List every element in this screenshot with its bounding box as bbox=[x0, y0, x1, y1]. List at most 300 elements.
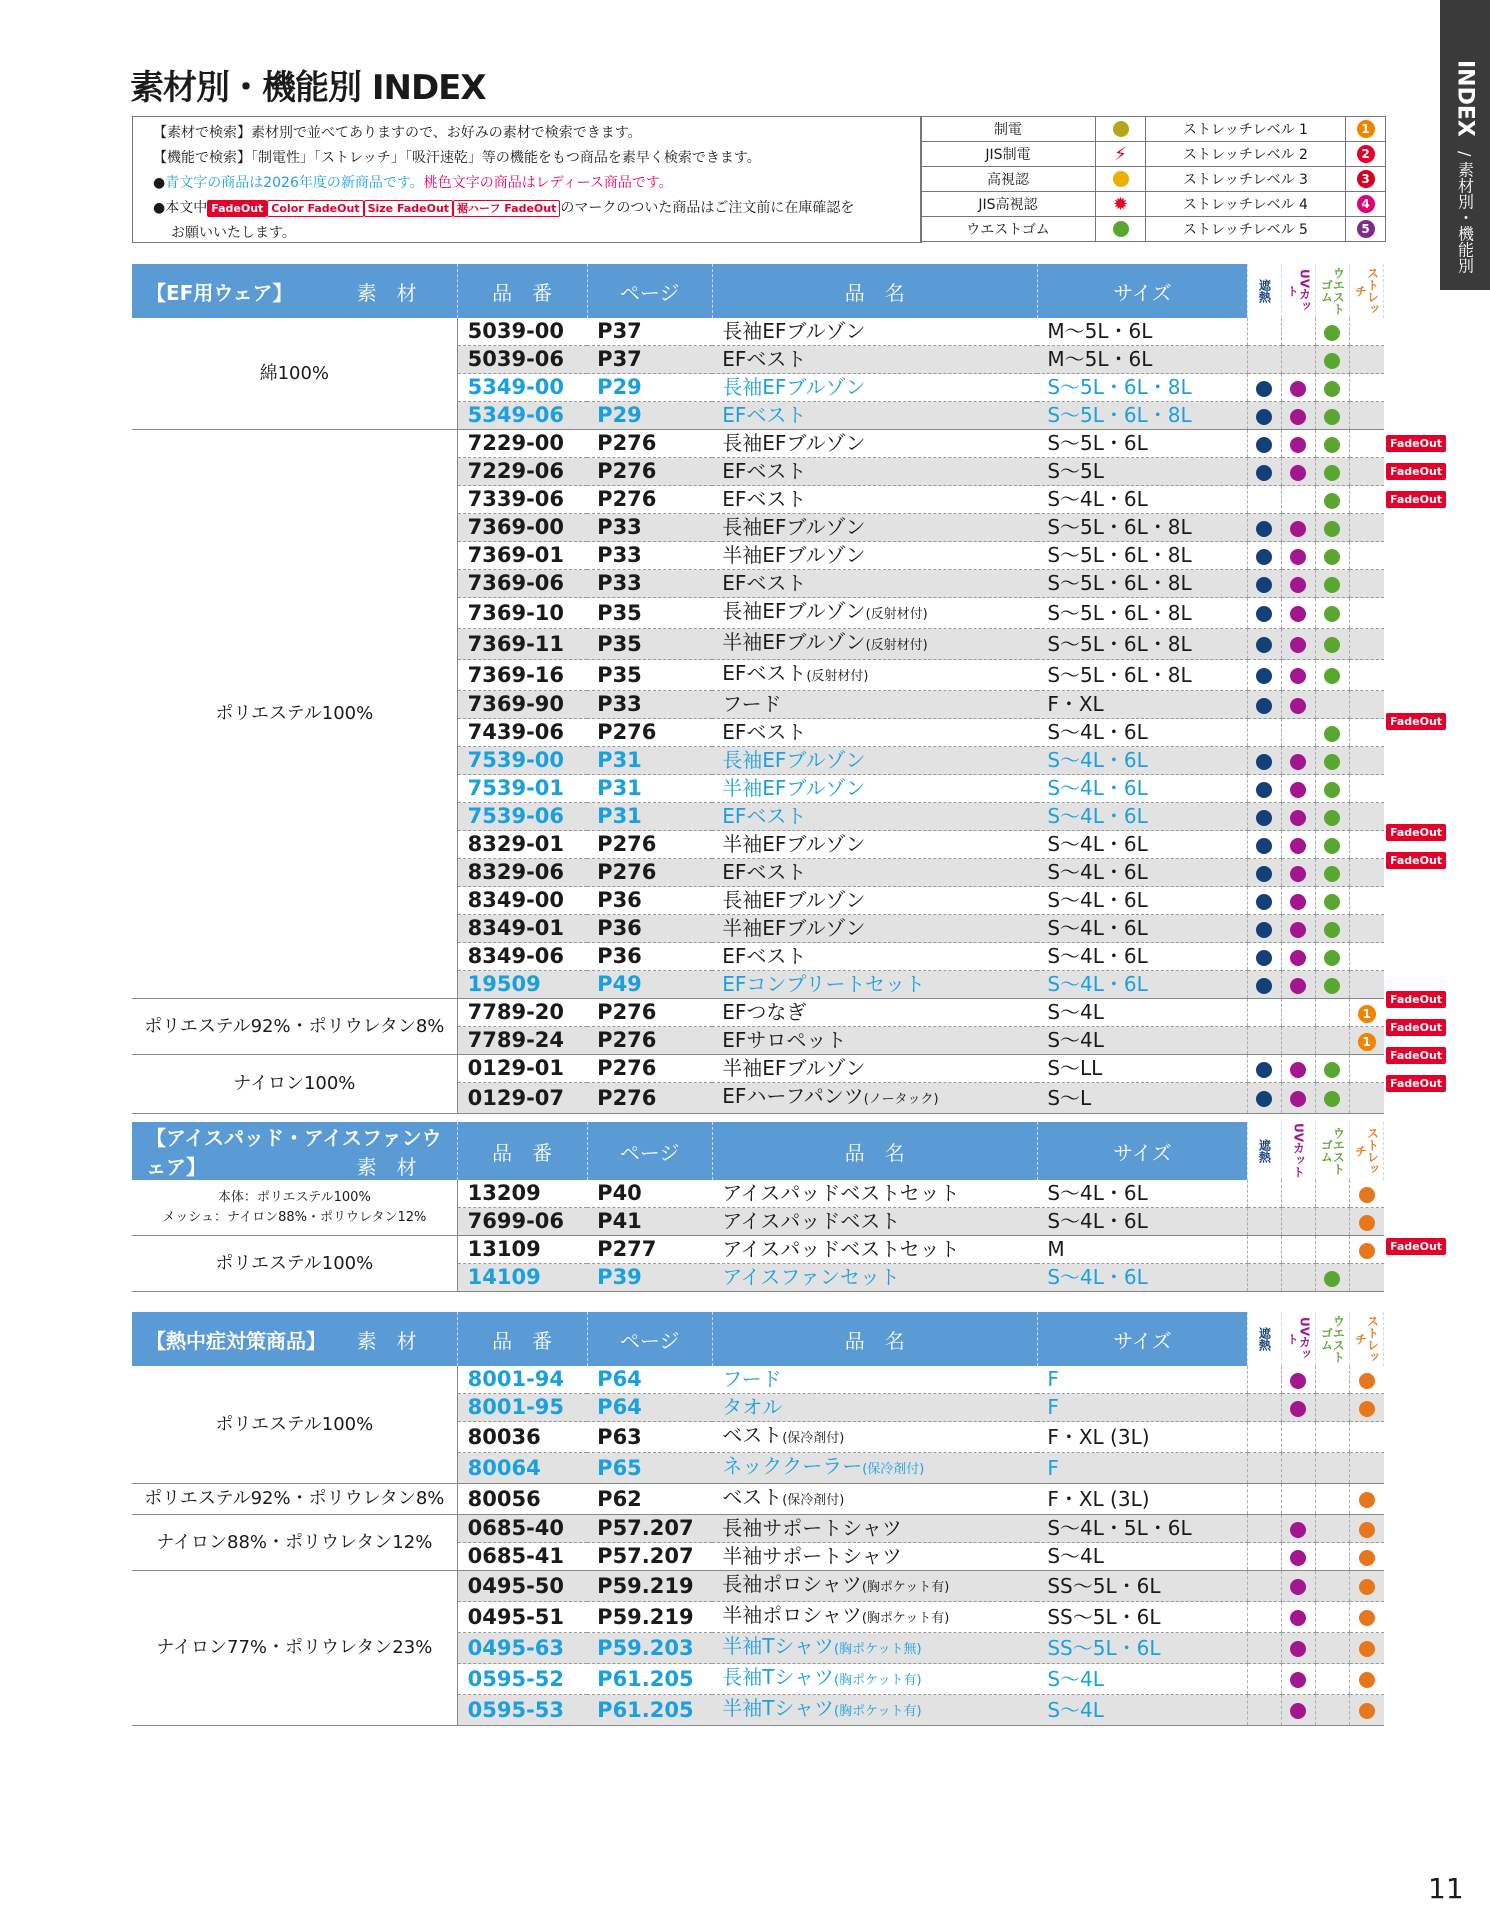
material-cell: ポリエステル92%・ポリウレタン8% bbox=[132, 999, 457, 1055]
product-name: アイスファンセット bbox=[712, 1264, 1037, 1292]
heat-shield-dot-icon bbox=[1256, 577, 1272, 593]
size-range: S〜4L・6L bbox=[1037, 803, 1247, 831]
page-ref: P33 bbox=[587, 691, 712, 719]
heat-shield-dot-icon bbox=[1256, 1062, 1272, 1078]
waist-rubber-dot-icon bbox=[1324, 922, 1340, 938]
page-ref: P49 bbox=[587, 971, 712, 999]
fadeout-badge: FadeOut bbox=[207, 200, 267, 217]
note-line: お願いいたします。 bbox=[171, 225, 296, 241]
feature-header: 遮熱 bbox=[1257, 279, 1272, 303]
size-range: S〜5L・6L・8L bbox=[1037, 629, 1247, 660]
legend-label: 高視認 bbox=[921, 167, 1096, 192]
page-ref: P65 bbox=[587, 1453, 712, 1484]
table-row bbox=[132, 1366, 1384, 1394]
table-row bbox=[132, 999, 1384, 1027]
page-ref: P59.203 bbox=[587, 1633, 712, 1664]
size-range: S〜4L・6L bbox=[1037, 943, 1247, 971]
product-code: 5349-06 bbox=[457, 402, 587, 430]
product-code: 5039-06 bbox=[457, 346, 587, 374]
product-name: 長袖EFブルゾン bbox=[712, 374, 1037, 402]
page-ref: P33 bbox=[587, 514, 712, 542]
heat-shield-dot-icon bbox=[1256, 521, 1272, 537]
size-header: サイズ bbox=[1037, 1122, 1247, 1180]
legend-stretch: ストレッチレベル 3 bbox=[1146, 167, 1346, 192]
product-code: 7229-00 bbox=[457, 430, 587, 458]
size-range: F bbox=[1037, 1453, 1247, 1484]
material-cell: ナイロン88%・ポリウレタン12% bbox=[132, 1515, 457, 1571]
note-line: ●本文中 FadeOut Color FadeOut Size FadeOut 裾ハーフ FadeOut のマークのついた商品はご注文前に在庫確認を bbox=[153, 200, 855, 216]
page-ref: P276 bbox=[587, 1083, 712, 1114]
heat-shield-dot-icon bbox=[1256, 978, 1272, 994]
uv-cut-dot-icon bbox=[1290, 1579, 1306, 1595]
waist-rubber-dot-icon bbox=[1324, 866, 1340, 882]
index-side-tab bbox=[1440, 0, 1490, 290]
stretch-dot-icon bbox=[1359, 1703, 1375, 1719]
product-code: 8349-06 bbox=[457, 943, 587, 971]
legend-label: 制電 bbox=[921, 117, 1096, 142]
uv-cut-dot-icon bbox=[1290, 668, 1306, 684]
page-ref: P33 bbox=[587, 570, 712, 598]
uv-cut-dot-icon bbox=[1290, 978, 1306, 994]
code-header: 品 番 bbox=[457, 264, 587, 318]
size-range: S〜4L bbox=[1037, 1695, 1247, 1726]
fadeout-badge: FadeOut bbox=[1386, 1047, 1446, 1064]
bolt-icon: ⚡ bbox=[1114, 143, 1127, 165]
stretch-dot-icon bbox=[1359, 1579, 1375, 1595]
product-code: 13109 bbox=[457, 1236, 587, 1264]
page-ref: P62 bbox=[587, 1484, 712, 1515]
product-code: 7539-00 bbox=[457, 747, 587, 775]
product-code: 0685-41 bbox=[457, 1543, 587, 1571]
size-range: S〜5L・6L・8L bbox=[1037, 570, 1247, 598]
waist-rubber-dot-icon bbox=[1324, 1091, 1340, 1107]
product-name: 半袖EFブルゾン bbox=[712, 1055, 1037, 1083]
product-name: 半袖Tシャツ(胸ポケット有) bbox=[712, 1695, 1037, 1726]
page-ref: P35 bbox=[587, 660, 712, 691]
product-code: 0595-53 bbox=[457, 1695, 587, 1726]
material-cell: 綿100% bbox=[132, 318, 457, 430]
stretch-level-icon: 1 bbox=[1358, 1005, 1376, 1023]
size-header: サイズ bbox=[1037, 264, 1247, 318]
waist-rubber-dot-icon bbox=[1324, 894, 1340, 910]
product-code: 7339-06 bbox=[457, 486, 587, 514]
legend-row bbox=[921, 167, 1386, 192]
heat-shield-dot-icon bbox=[1256, 950, 1272, 966]
product-code: 7369-11 bbox=[457, 629, 587, 660]
code-header: 品 番 bbox=[457, 1122, 587, 1180]
new-product-note: 青文字の商品は2026年度の新商品です。 bbox=[165, 175, 424, 191]
product-name: EFベスト bbox=[712, 719, 1037, 747]
product-name: EFベスト bbox=[712, 859, 1037, 887]
legend-stretch: ストレッチレベル 2 bbox=[1146, 142, 1346, 167]
uv-cut-dot-icon bbox=[1290, 1703, 1306, 1719]
product-code: 8329-01 bbox=[457, 831, 587, 859]
product-name: 半袖EFブルゾン bbox=[712, 542, 1037, 570]
product-name: 長袖EFブルゾン bbox=[712, 887, 1037, 915]
fadeout-badge: FadeOut bbox=[1386, 491, 1446, 508]
uv-cut-dot-icon bbox=[1290, 521, 1306, 537]
size-range: F・XL bbox=[1037, 691, 1247, 719]
size-range: S〜4L・6L bbox=[1037, 831, 1247, 859]
size-range: M〜5L・6L bbox=[1037, 318, 1247, 346]
uv-cut-dot-icon bbox=[1290, 810, 1306, 826]
note-line: 【素材で検索】素材別で並べてありますので、お好みの素材で検索できます。 bbox=[153, 125, 642, 141]
fadeout-badge: FadeOut bbox=[1386, 713, 1446, 730]
burst-icon: ✹ bbox=[1112, 193, 1129, 215]
size-range: F・XL (3L) bbox=[1037, 1484, 1247, 1515]
material-cell: ナイロン77%・ポリウレタン23% bbox=[132, 1571, 457, 1726]
heat-shield-dot-icon bbox=[1256, 698, 1272, 714]
product-index-table bbox=[132, 1122, 1384, 1292]
feature-header: ストレッチ bbox=[1353, 267, 1380, 315]
legend-label: ウエストゴム bbox=[921, 217, 1096, 242]
heat-shield-dot-icon bbox=[1256, 381, 1272, 397]
feature-header: UVカット bbox=[1285, 269, 1312, 313]
page-ref: P35 bbox=[587, 629, 712, 660]
feature-header: 遮熱 bbox=[1257, 1139, 1272, 1163]
product-code: 0495-50 bbox=[457, 1571, 587, 1602]
uv-cut-dot-icon bbox=[1290, 894, 1306, 910]
product-code: 7229-06 bbox=[457, 458, 587, 486]
uv-cut-dot-icon bbox=[1290, 465, 1306, 481]
ladies-product-note: 桃色文字の商品はレディース商品です。 bbox=[423, 175, 673, 191]
size-range: F bbox=[1037, 1366, 1247, 1394]
fadeout-badge: FadeOut bbox=[1386, 435, 1446, 452]
table-row bbox=[132, 1180, 1384, 1208]
waist-rubber-dot-icon bbox=[1324, 810, 1340, 826]
size-range: S〜4L・6L bbox=[1037, 747, 1247, 775]
uv-cut-dot-icon bbox=[1290, 1062, 1306, 1078]
legend-row bbox=[921, 142, 1386, 167]
feature-header: UVカット bbox=[1285, 1317, 1312, 1361]
waist-rubber-dot-icon bbox=[1324, 754, 1340, 770]
page-ref: P29 bbox=[587, 402, 712, 430]
product-code: 7369-10 bbox=[457, 598, 587, 629]
heat-shield-dot-icon bbox=[1256, 866, 1272, 882]
stretch-level-icon: 2 bbox=[1357, 145, 1375, 163]
stretch-level-icon: 4 bbox=[1357, 195, 1375, 213]
uv-cut-dot-icon bbox=[1290, 637, 1306, 653]
product-code: 7789-24 bbox=[457, 1027, 587, 1055]
page-ref: P63 bbox=[587, 1422, 712, 1453]
waist-rubber-dot-icon bbox=[1324, 1062, 1340, 1078]
page-title: 素材別・機能別 INDEX bbox=[130, 68, 486, 108]
name-header: 品 名 bbox=[712, 1122, 1037, 1180]
fadeout-badge: FadeOut bbox=[1386, 463, 1446, 480]
page-ref: P41 bbox=[587, 1208, 712, 1236]
page-ref: P61.205 bbox=[587, 1664, 712, 1695]
page-ref: P276 bbox=[587, 859, 712, 887]
yellow-dot-icon bbox=[1113, 171, 1129, 187]
product-code: 8001-94 bbox=[457, 1366, 587, 1394]
legend-stretch: ストレッチレベル 1 bbox=[1146, 117, 1346, 142]
product-name: EFベスト bbox=[712, 346, 1037, 374]
size-range: S〜L bbox=[1037, 1083, 1247, 1114]
uv-cut-dot-icon bbox=[1290, 754, 1306, 770]
uv-cut-dot-icon bbox=[1290, 437, 1306, 453]
product-code: 7539-01 bbox=[457, 775, 587, 803]
size-fadeout-badge: Size FadeOut bbox=[364, 200, 453, 217]
page-ref: P57.207 bbox=[587, 1543, 712, 1571]
fadeout-badge: FadeOut bbox=[1386, 991, 1446, 1008]
material-cell: ポリエステル100% bbox=[132, 1236, 457, 1292]
uv-cut-dot-icon bbox=[1290, 577, 1306, 593]
waist-rubber-dot-icon bbox=[1324, 521, 1340, 537]
heat-shield-dot-icon bbox=[1256, 922, 1272, 938]
table-heading: 【熱中症対策商品】 bbox=[146, 1328, 326, 1353]
feature-header: ストレッチ bbox=[1353, 1127, 1380, 1175]
product-name: EFコンプリートセット bbox=[712, 971, 1037, 999]
material-cell: ポリエステル92%・ポリウレタン8% bbox=[132, 1484, 457, 1515]
product-code: 80064 bbox=[457, 1453, 587, 1484]
waist-rubber-dot-icon bbox=[1324, 782, 1340, 798]
product-code: 80036 bbox=[457, 1422, 587, 1453]
legend-row bbox=[921, 117, 1386, 142]
product-name: 半袖Tシャツ(胸ポケット無) bbox=[712, 1633, 1037, 1664]
page-header: ページ bbox=[587, 1312, 712, 1366]
product-name: EFベスト bbox=[712, 943, 1037, 971]
table-row bbox=[132, 1515, 1384, 1543]
heat-shield-dot-icon bbox=[1256, 465, 1272, 481]
product-code: 0129-01 bbox=[457, 1055, 587, 1083]
stretch-dot-icon bbox=[1359, 1215, 1375, 1231]
fadeout-badge: FadeOut bbox=[1386, 1075, 1446, 1092]
notes-box bbox=[132, 116, 922, 243]
heat-shield-dot-icon bbox=[1256, 437, 1272, 453]
product-code: 8001-95 bbox=[457, 1394, 587, 1422]
waist-rubber-dot-icon bbox=[1324, 606, 1340, 622]
page-ref: P36 bbox=[587, 887, 712, 915]
page-ref: P29 bbox=[587, 374, 712, 402]
size-range: S〜4L・6L bbox=[1037, 887, 1247, 915]
size-range: S〜4L・5L・6L bbox=[1037, 1515, 1247, 1543]
heat-shield-dot-icon bbox=[1256, 894, 1272, 910]
waist-rubber-dot-icon bbox=[1324, 549, 1340, 565]
size-range: SS〜5L・6L bbox=[1037, 1571, 1247, 1602]
stretch-dot-icon bbox=[1359, 1641, 1375, 1657]
product-name: アイスパッドベストセット bbox=[712, 1236, 1037, 1264]
waist-rubber-dot-icon bbox=[1324, 726, 1340, 742]
uv-cut-dot-icon bbox=[1290, 866, 1306, 882]
size-range: M bbox=[1037, 1236, 1247, 1264]
size-range: F・XL (3L) bbox=[1037, 1422, 1247, 1453]
heat-shield-dot-icon bbox=[1256, 838, 1272, 854]
name-header: 品 名 bbox=[712, 264, 1037, 318]
page-ref: P276 bbox=[587, 999, 712, 1027]
product-name: 長袖EFブルゾン bbox=[712, 430, 1037, 458]
page-ref: P57.207 bbox=[587, 1515, 712, 1543]
size-range: S〜5L・6L・8L bbox=[1037, 514, 1247, 542]
legend-table bbox=[920, 116, 1386, 242]
product-code: 7439-06 bbox=[457, 719, 587, 747]
size-range: S〜5L・6L bbox=[1037, 430, 1247, 458]
uv-cut-dot-icon bbox=[1290, 1522, 1306, 1538]
name-header: 品 名 bbox=[712, 1312, 1037, 1366]
product-code: 7539-06 bbox=[457, 803, 587, 831]
product-code: 0129-07 bbox=[457, 1083, 587, 1114]
heat-shield-dot-icon bbox=[1256, 754, 1272, 770]
stretch-dot-icon bbox=[1359, 1373, 1375, 1389]
product-code: 14109 bbox=[457, 1264, 587, 1292]
product-code: 5039-00 bbox=[457, 318, 587, 346]
material-cell: 本体：ポリエステル100% メッシュ：ナイロン88%・ポリウレタン12% bbox=[132, 1180, 457, 1236]
page-ref: P59.219 bbox=[587, 1602, 712, 1633]
uv-cut-dot-icon bbox=[1290, 1091, 1306, 1107]
size-range: SS〜5L・6L bbox=[1037, 1633, 1247, 1664]
page-ref: P276 bbox=[587, 430, 712, 458]
color-fadeout-badge: Color FadeOut bbox=[267, 200, 363, 217]
page-ref: P35 bbox=[587, 598, 712, 629]
size-range: S〜4L・6L bbox=[1037, 1208, 1247, 1236]
page-ref: P64 bbox=[587, 1366, 712, 1394]
fadeout-badge: FadeOut bbox=[1386, 1019, 1446, 1036]
size-range: S〜4L bbox=[1037, 1027, 1247, 1055]
stretch-dot-icon bbox=[1359, 1522, 1375, 1538]
product-name: 半袖サポートシャツ bbox=[712, 1543, 1037, 1571]
stretch-level-icon: 1 bbox=[1357, 120, 1375, 138]
size-range: SS〜5L・6L bbox=[1037, 1602, 1247, 1633]
product-code: 80056 bbox=[457, 1484, 587, 1515]
product-name: 長袖EFブルゾン bbox=[712, 747, 1037, 775]
uv-cut-dot-icon bbox=[1290, 1401, 1306, 1417]
page-ref: P37 bbox=[587, 346, 712, 374]
table-heading: 【アイスパッド・アイスファンウェア】 bbox=[146, 1126, 442, 1179]
product-name: 半袖ポロシャツ(胸ポケット有) bbox=[712, 1602, 1037, 1633]
feature-header: ストレッチ bbox=[1353, 1315, 1380, 1363]
product-name: 長袖EFブルゾン bbox=[712, 514, 1037, 542]
feature-header: UVカット bbox=[1291, 1123, 1306, 1179]
product-code: 0495-51 bbox=[457, 1602, 587, 1633]
page-ref: P276 bbox=[587, 831, 712, 859]
size-range: S〜5L・6L・8L bbox=[1037, 542, 1247, 570]
legend-row bbox=[921, 192, 1386, 217]
size-range: S〜4L・6L bbox=[1037, 1180, 1247, 1208]
uv-cut-dot-icon bbox=[1290, 1641, 1306, 1657]
olive-dot-icon bbox=[1113, 121, 1129, 137]
heat-shield-dot-icon bbox=[1256, 782, 1272, 798]
product-code: 7699-06 bbox=[457, 1208, 587, 1236]
product-name: 長袖EFブルゾン bbox=[712, 318, 1037, 346]
stretch-level-icon: 5 bbox=[1357, 220, 1375, 238]
product-name: EFつなぎ bbox=[712, 999, 1037, 1027]
table-row bbox=[132, 1484, 1384, 1515]
uv-cut-dot-icon bbox=[1290, 381, 1306, 397]
product-name: 長袖Tシャツ(胸ポケット有) bbox=[712, 1664, 1037, 1695]
waist-rubber-dot-icon bbox=[1324, 409, 1340, 425]
product-name: ベスト(保冷剤付) bbox=[712, 1484, 1037, 1515]
stretch-level-icon: 3 bbox=[1357, 170, 1375, 188]
side-tab-sub: / 素材別・機能別 bbox=[1455, 150, 1475, 274]
stretch-dot-icon bbox=[1359, 1187, 1375, 1203]
heat-shield-dot-icon bbox=[1256, 1091, 1272, 1107]
size-range: S〜5L・6L・8L bbox=[1037, 660, 1247, 691]
size-range: S〜5L・6L・8L bbox=[1037, 374, 1247, 402]
uv-cut-dot-icon bbox=[1290, 698, 1306, 714]
product-code: 8349-01 bbox=[457, 915, 587, 943]
size-range: S〜4L・6L bbox=[1037, 859, 1247, 887]
uv-cut-dot-icon bbox=[1290, 409, 1306, 425]
waist-rubber-dot-icon bbox=[1324, 325, 1340, 341]
page-ref: P36 bbox=[587, 943, 712, 971]
size-header: サイズ bbox=[1037, 1312, 1247, 1366]
material-cell: ナイロン100% bbox=[132, 1055, 457, 1114]
product-code: 19509 bbox=[457, 971, 587, 999]
waist-rubber-dot-icon bbox=[1324, 950, 1340, 966]
product-name: EFサロペット bbox=[712, 1027, 1037, 1055]
feature-header: ウエストゴム bbox=[1319, 1315, 1346, 1363]
stretch-dot-icon bbox=[1359, 1401, 1375, 1417]
page-ref: P59.219 bbox=[587, 1571, 712, 1602]
fadeout-badge: FadeOut bbox=[1386, 1238, 1446, 1255]
uv-cut-dot-icon bbox=[1290, 606, 1306, 622]
product-code: 7369-06 bbox=[457, 570, 587, 598]
stretch-level-icon: 1 bbox=[1358, 1033, 1376, 1051]
legend-stretch: ストレッチレベル 4 bbox=[1146, 192, 1346, 217]
product-code: 5349-00 bbox=[457, 374, 587, 402]
page-ref: P277 bbox=[587, 1236, 712, 1264]
stretch-dot-icon bbox=[1359, 1550, 1375, 1566]
product-name: EFベスト(反射材付) bbox=[712, 660, 1037, 691]
product-code: 13209 bbox=[457, 1180, 587, 1208]
waist-rubber-dot-icon bbox=[1324, 577, 1340, 593]
page-ref: P37 bbox=[587, 318, 712, 346]
feature-header: ウエストゴム bbox=[1319, 1127, 1346, 1175]
note-line: 【機能で検索】「制電性」「ストレッチ」「吸汗速乾」等の機能をもつ商品を素早く検索できます。 bbox=[153, 150, 761, 166]
size-range: S〜4L・6L bbox=[1037, 971, 1247, 999]
size-range: S〜5L・6L・8L bbox=[1037, 598, 1247, 629]
product-name: タオル bbox=[712, 1394, 1037, 1422]
page-ref: P276 bbox=[587, 458, 712, 486]
green-dot-icon bbox=[1113, 221, 1129, 237]
feature-header: ウエストゴム bbox=[1319, 267, 1346, 315]
page-ref: P36 bbox=[587, 915, 712, 943]
size-range: S〜4L bbox=[1037, 999, 1247, 1027]
table-row bbox=[132, 1055, 1384, 1083]
size-range: S〜5L・6L・8L bbox=[1037, 402, 1247, 430]
legend-label: JIS高視認 bbox=[921, 192, 1096, 217]
table-row bbox=[132, 318, 1384, 346]
size-range: S〜4L・6L bbox=[1037, 1264, 1247, 1292]
uv-cut-dot-icon bbox=[1290, 838, 1306, 854]
product-name: EFベスト bbox=[712, 803, 1037, 831]
page-header: ページ bbox=[587, 1122, 712, 1180]
product-name: 長袖EFブルゾン(反射材付) bbox=[712, 598, 1037, 629]
size-range: S〜LL bbox=[1037, 1055, 1247, 1083]
product-code: 8349-00 bbox=[457, 887, 587, 915]
product-name: 長袖サポートシャツ bbox=[712, 1515, 1037, 1543]
material-cell: ポリエステル100% bbox=[132, 1366, 457, 1484]
waist-rubber-dot-icon bbox=[1324, 381, 1340, 397]
waist-rubber-dot-icon bbox=[1324, 668, 1340, 684]
waist-rubber-dot-icon bbox=[1324, 978, 1340, 994]
stretch-dot-icon bbox=[1359, 1492, 1375, 1508]
page-ref: P31 bbox=[587, 775, 712, 803]
product-code: 7369-00 bbox=[457, 514, 587, 542]
product-name: 半袖EFブルゾン bbox=[712, 831, 1037, 859]
heat-shield-dot-icon bbox=[1256, 409, 1272, 425]
heat-shield-dot-icon bbox=[1256, 549, 1272, 565]
page-ref: P33 bbox=[587, 542, 712, 570]
page-ref: P40 bbox=[587, 1180, 712, 1208]
uv-cut-dot-icon bbox=[1290, 782, 1306, 798]
page-ref: P31 bbox=[587, 747, 712, 775]
size-range: S〜4L bbox=[1037, 1664, 1247, 1695]
heat-shield-dot-icon bbox=[1256, 606, 1272, 622]
size-range: S〜4L・6L bbox=[1037, 486, 1247, 514]
product-index-table bbox=[132, 1312, 1384, 1726]
product-name: 半袖EFブルゾン(反射材付) bbox=[712, 629, 1037, 660]
side-tab-main: INDEX bbox=[1452, 60, 1478, 137]
